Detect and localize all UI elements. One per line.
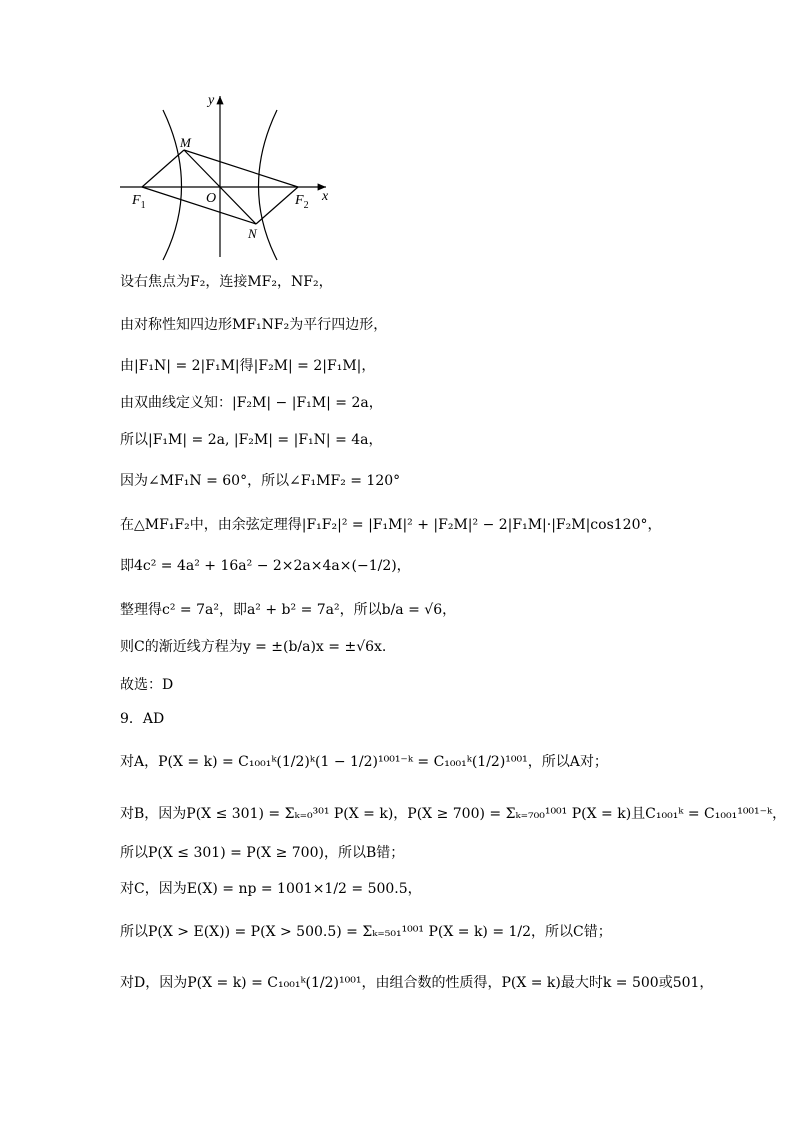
hyperbola-right-branch xyxy=(259,110,278,260)
text-line-9: 整理得c² = 7a²，即a² + b² = 7a²，所以b/a = √6， xyxy=(120,602,457,618)
text-line-14: 对B，因为P(X ≤ 301) = Σₖ₌₀³⁰¹ P(X = k)，P(X ≥ 700) = Σₖ₌₇₀₀¹⁰⁰¹ P(X = k)且C₁₀₀₁ᵏ = C₁₀₀₁¹⁰⁰¹⁻ᵏ， xyxy=(120,806,787,822)
text-line-13: 对A，P(X = k) = C₁₀₀₁ᵏ(1/2)ᵏ(1 − 1/2)¹⁰⁰¹⁻ᵏ = C₁₀₀₁ᵏ(1/2)¹⁰⁰¹，所以A对； xyxy=(120,754,608,770)
text-line-2: 由对称性知四边形MF₁NF₂为平行四边形， xyxy=(120,317,388,333)
label-o: O xyxy=(206,191,217,206)
segment-f1-m xyxy=(142,150,184,187)
label-x: x xyxy=(322,189,329,204)
text-line-1: 设右焦点为F₂，连接MF₂，NF₂， xyxy=(120,274,333,290)
text-line-7: 在△MF₁F₂中，由余弦定理得|F₁F₂|² = |F₁M|² + |F₂M|² − 2|F₁M|·|F₂M|cos120°， xyxy=(120,517,662,533)
text-line-3: 由|F₁N| = 2|F₁M|得|F₂M| = 2|F₁M|， xyxy=(120,358,376,374)
text-line-17: 所以P(X > E(X)) = P(X > 500.5) = Σₖ₌₅₀₁¹⁰⁰¹ P(X = k) = 1/2，所以C错； xyxy=(120,924,612,940)
text-line-11: 故选：D xyxy=(120,677,174,693)
text-line-8: 即4c² = 4a² + 16a² − 2×2a×4a×(−1/2)， xyxy=(120,558,411,574)
text-line-15: 所以P(X ≤ 301) = P(X ≥ 700)，所以B错； xyxy=(120,845,405,861)
text-line-10: 则C的渐近线方程为y = ±(b/a)x = ±√6x. xyxy=(120,639,387,655)
hyperbola-figure xyxy=(118,92,338,262)
hyperbola-left-branch xyxy=(163,110,182,260)
text-line-4: 由双曲线定义知：|F₂M| − |F₁M| = 2a， xyxy=(120,395,383,411)
label-y: y xyxy=(208,93,215,108)
question-9-answer: 9．AD xyxy=(120,711,165,727)
label-f1: $F_1$ xyxy=(132,193,146,211)
label-m: M xyxy=(180,135,191,150)
label-f2: $F_2$ xyxy=(295,193,309,211)
text-line-5: 所以|F₁M| = 2a, |F₂M| = |F₁N| = 4a， xyxy=(120,432,383,448)
segment-f1-n xyxy=(142,187,256,224)
text-line-6: 因为∠MF₁N = 60°，所以∠F₁MF₂ = 120° xyxy=(120,473,401,489)
segment-m-f2 xyxy=(184,150,298,187)
text-line-18: 对D，因为P(X = k) = C₁₀₀₁ᵏ(1/2)¹⁰⁰¹，由组合数的性质得，P(X = k)最大时k = 500或501， xyxy=(120,975,714,991)
segment-f2-n xyxy=(256,187,298,224)
label-n: N xyxy=(248,226,257,241)
text-line-16: 对C，因为E(X) = np = 1001×1/2 = 500.5， xyxy=(120,881,422,897)
